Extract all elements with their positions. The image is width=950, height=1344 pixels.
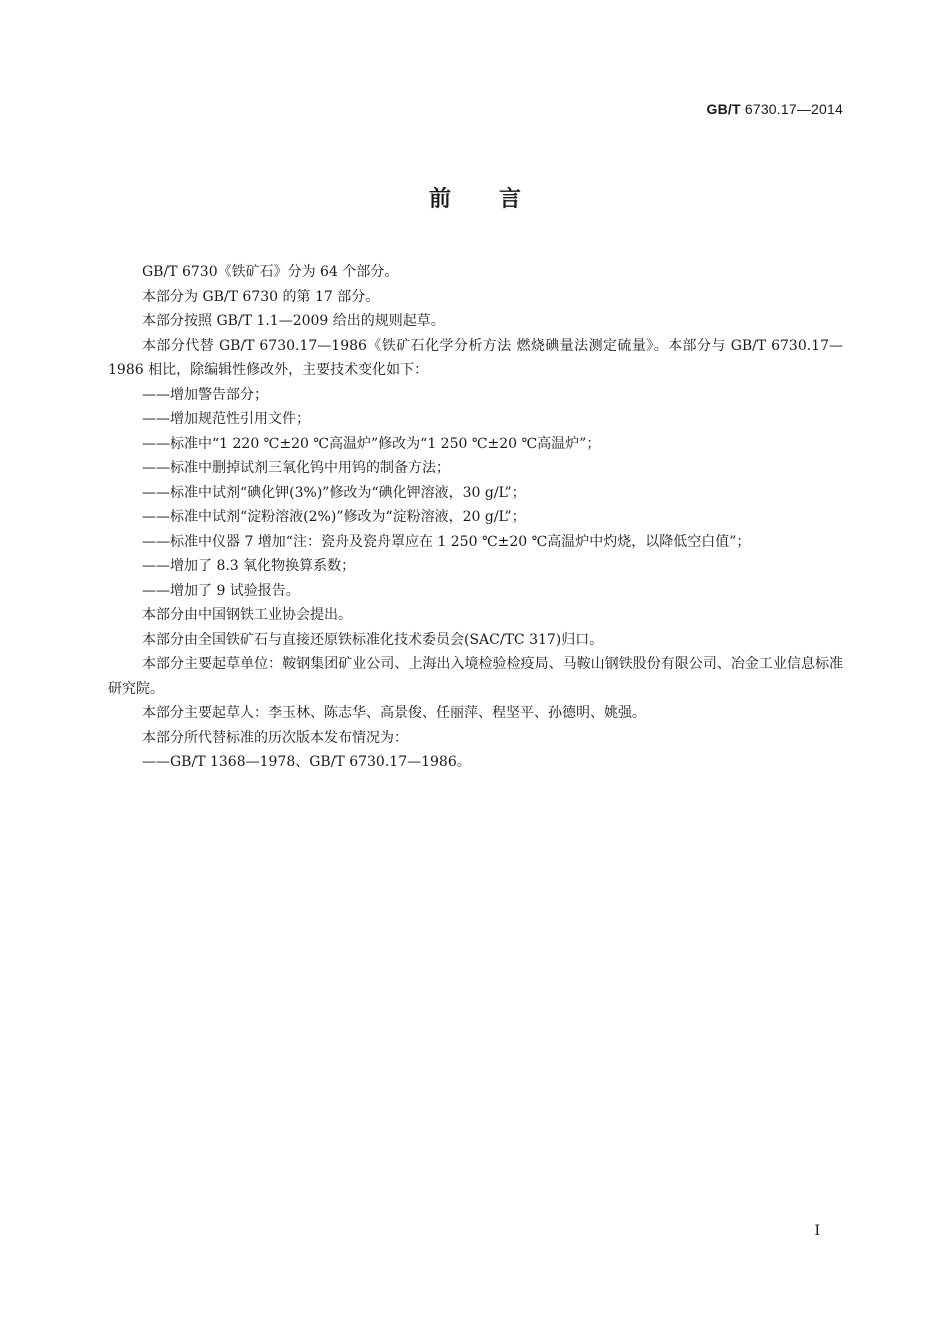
standard-code xyxy=(707,101,844,117)
standard-code-prefix: GB/T xyxy=(706,101,741,117)
paragraph: GB/T 6730《铁矿石》分为 64 个部分。 xyxy=(142,264,399,280)
list-item: ——标准中“1 220 ℃±20 ℃高温炉”修改为“1 250 ℃±20 ℃高温炉”； xyxy=(142,435,601,452)
list-item: ——标准中试剂“碘化钾(3%)”修改为“碘化钾溶液，30 g/L”； xyxy=(142,484,526,501)
paragraph: 本部分主要起草单位：鞍钢集团矿业公司、上海出入境检验检疫局、马鞍山钢铁股份有限公司、冶金工业信息标准研究院。 xyxy=(108,656,843,697)
page-number: I xyxy=(814,1223,820,1239)
list-item: ——增加了 8.3 氧化物换算系数； xyxy=(142,558,356,574)
page-title: 前言 xyxy=(428,187,569,212)
paragraph: 本部分为 GB/T 6730 的第 17 部分。 xyxy=(142,288,380,305)
list-item: ——标准中仪器 7 增加“注：瓷舟及瓷舟罩应在 1 250 ℃±20 ℃高温炉中灼烧，以降低空白值”； xyxy=(142,533,751,550)
paragraph: 本部分由中国钢铁工业协会提出。 xyxy=(142,607,352,623)
paragraph: 本部分代替 GB/T 6730.17—1986《铁矿石化学分析方法 燃烧碘量法测定硫量》。本部分与 GB/T 6730.17—1986 相比，除编辑性修改外，主要技术变化如下： xyxy=(108,337,843,378)
paragraph: 本部分由全国铁矿石与直接还原铁标准化技术委员会(SAC/TC 317)归口。 xyxy=(142,631,604,648)
list-item: ——标准中删掉试剂三氧化钨中用钨的制备方法； xyxy=(142,460,450,476)
list-item: ——标准中试剂“淀粉溶液(2%)”修改为“淀粉溶液，20 g/L”； xyxy=(142,509,526,525)
list-item: ——增加了 9 试验报告。 xyxy=(142,582,300,599)
standard-code-number: 6730.17—2014 xyxy=(744,101,843,117)
paragraph: 本部分所代替标准的历次版本发布情况为： xyxy=(142,729,408,746)
paragraph: 本部分按照 GB/T 1.1—2009 给出的规则起草。 xyxy=(142,313,445,329)
list-item: ——增加警告部分； xyxy=(142,386,268,403)
paragraph: 本部分主要起草人：李玉林、陈志华、高景俊、任丽萍、程坚平、孙德明、姚强。 xyxy=(142,705,646,721)
list-item: ——增加规范性引用文件； xyxy=(142,411,310,427)
list-item: ——GB/T 1368—1978、GB/T 6730.17—1986。 xyxy=(142,754,471,770)
foreword-body xyxy=(108,260,843,775)
